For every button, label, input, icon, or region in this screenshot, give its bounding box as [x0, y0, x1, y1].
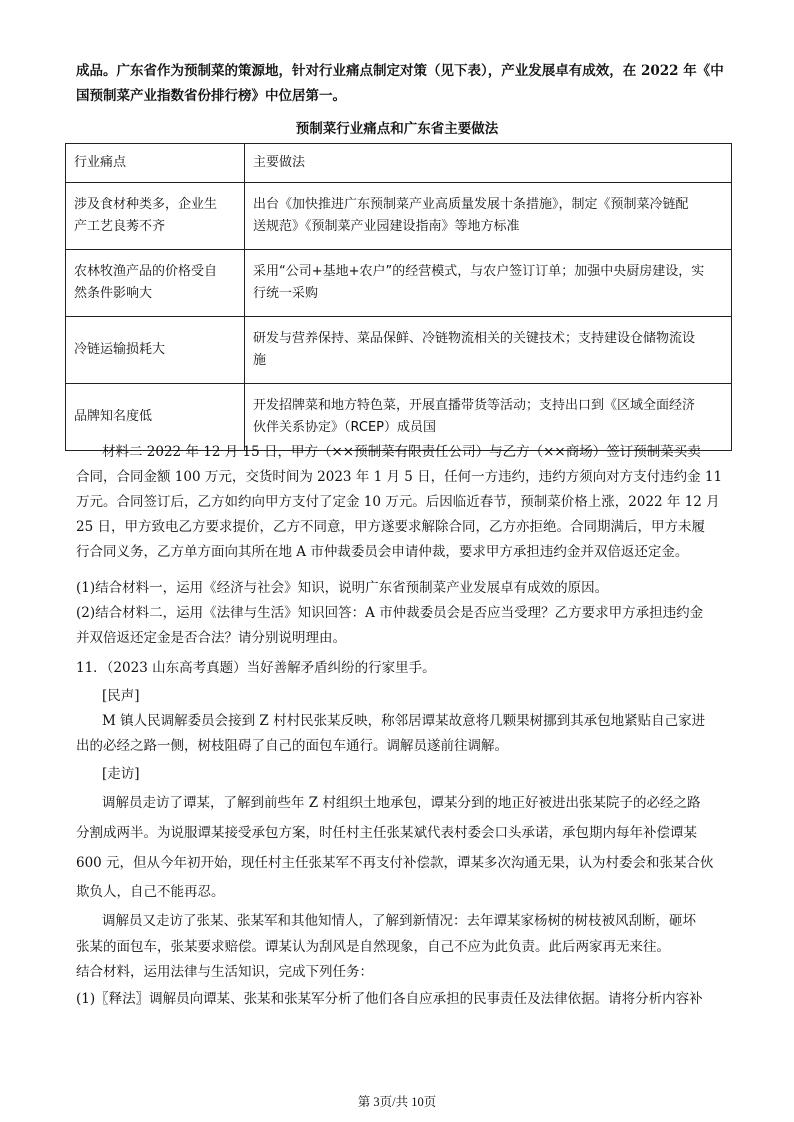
material2-line: 万元。合同签订后，乙方如约向甲方支付了定金 10 万元。后因临近春节，预制菜价格上涨，2022 年 12 月	[76, 494, 720, 510]
question-line: 并双倍返还定金是否合法？请分别说明理由。	[76, 630, 346, 646]
table-row	[66, 317, 732, 384]
table-row	[66, 384, 732, 451]
table-header-cell: 主要做法	[245, 144, 732, 183]
paragraph-line: 调解员又走访了张某、张某军和其他知情人，了解到新情况：去年谭某家杨树的树枝被风刮断，砸坏	[102, 913, 696, 929]
table-caption: 预制菜行业痛点和广东省主要做法	[295, 121, 499, 137]
measure-cell: 出台《加快推进广东预制菜产业高质量发展十条措施》，制定《预制菜冷链配 送规范》《预制菜产业园建设指南》等地方标准	[245, 183, 732, 250]
intro-line: 国预制菜产业指数省份排行榜》中位居第一。	[76, 88, 346, 104]
paragraph-line: 600 元，但从今年初开始，现任村主任张某军不再支付补偿款，谭某多次沟通无果，认为村委会和张某合伙	[76, 855, 714, 871]
measures-table	[65, 143, 732, 451]
pain-cell: 涉及食材种类多，企业生 产工艺良莠不齐	[66, 183, 245, 250]
pain-cell: 品牌知名度低	[66, 384, 245, 451]
table-header-row	[66, 144, 732, 183]
paragraph-line: 调解员走访了谭某，了解到前些年 Z 村组织土地承包，谭某分到的地正好被进出张某院子的必经之路	[102, 795, 701, 811]
paragraph-line: 欺负人，自己不能再忍。	[76, 884, 225, 900]
table-row	[66, 183, 732, 250]
paragraph-line: M 镇人民调解委员会接到 Z 村村民张某反映，称邻居谭某故意将几颗果树挪到其承包地紧贴自己家进	[102, 713, 706, 729]
table-row	[66, 250, 732, 317]
page-number: 第 3页/共 10页	[357, 1095, 437, 1109]
material2-line: 合同，合同金额 100 万元，交货时间为 2023 年 1 月 5 日，任何一方违约，违约方须向对方支付违约金 11	[76, 469, 723, 485]
task-item-line: (1)〖释法〗调解员向谭某、张某和张某军分析了他们各自应承担的民事责任及法律依据。请将分析内容补	[76, 991, 703, 1007]
measure-cell: 研发与营养保持、菜品保鲜、冷链物流相关的关键技术；支持建设仓储物流设 施	[245, 317, 732, 384]
task-line: 结合材料，运用法律与生活知识，完成下列任务：	[76, 964, 373, 980]
material2-line: 材料二 2022 年 12 月 15 日，甲方（××预制菜有限责任公司）与乙方（××商场）签订预制菜买卖	[102, 444, 701, 460]
paragraph-line: 张某的面包车，张某要求赔偿。谭某认为刮风是自然现象，自己不应为此负责。此后两家再无来往。	[76, 939, 670, 955]
question-line: (2)结合材料二，运用《法律与生活》知识回答：A 市仲裁委员会是否应当受理？乙方要求甲方承担违约金	[76, 605, 704, 621]
question-line: (1)结合材料一，运用《经济与社会》知识，说明广东省预制菜产业发展卓有成效的原因。	[76, 580, 609, 596]
paragraph-line: 出的必经之路一侧，树枝阻碍了自己的面包车通行。调解员遂前往调解。	[76, 738, 508, 754]
question-11-title: 11．（2023 山东高考真题）当好善解矛盾纠纷的行家里手。	[76, 660, 436, 676]
paragraph-line: 分割成两半。为说服谭某接受承包方案，时任村主任张某斌代表村委会口头承诺，承包期内每年补偿谭某	[76, 825, 697, 841]
pain-cell: 农林牧渔产品的价格受自 然条件影响大	[66, 250, 245, 317]
section-label: [民声]	[102, 688, 140, 704]
pain-cell: 冷链运输损耗大	[66, 317, 245, 384]
material2-line: 行合同义务，乙方单方面向其所在地 A 市仲裁委员会申请仲裁，要求甲方承担违约金并双倍返还定金。	[76, 544, 689, 560]
section-label: [走访]	[102, 766, 140, 782]
measure-cell: 开发招牌菜和地方特色菜，开展直播带货等活动；支持出口到《区域全面经济 伙伴关系协定》（RCEP）成员国	[245, 384, 732, 451]
intro-line: 成品。广东省作为预制菜的策源地，针对行业痛点制定对策（见下表），产业发展卓有成效，在 2022 年《中	[76, 63, 724, 79]
table-header-cell: 行业痛点	[66, 144, 245, 183]
material2-line: 25 日，甲方致电乙方要求提价，乙方不同意，甲方遂要求解除合同，乙方亦拒绝。合同期满后，甲方未履	[76, 519, 705, 535]
measure-cell: 采用“公司+基地+农户”的经营模式，与农户签订订单；加强中央厨房建设，实 行统一采购	[245, 250, 732, 317]
